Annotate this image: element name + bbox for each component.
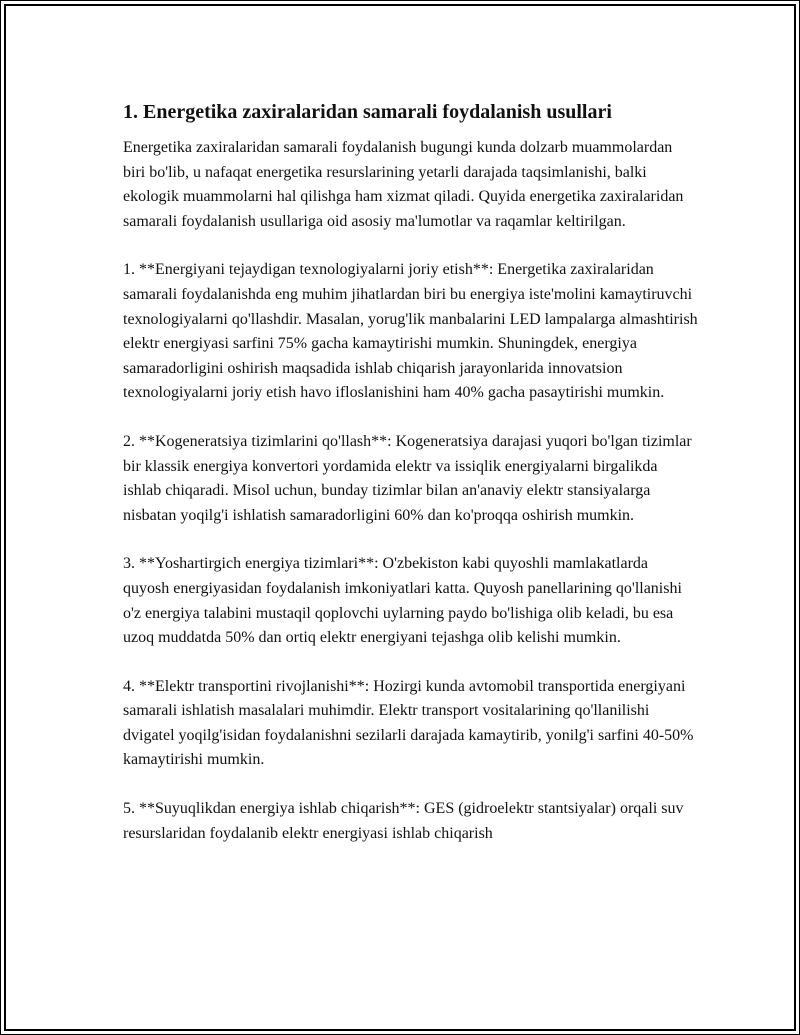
paragraph-energy-saving-technologies: 1. **Energiyani tejaydigan texnologiyalarni joriy etish**: Energetika zaxiralaridan samarali foydalanishda eng muhim jihatlardan biri bu energiya iste'molini kamaytiruvchi texnologiyalarni qo'llashdir. Masalan, yorug'lik manbalarini LED lampalarga almashtirish elektr energiyasi sarfini 75% gacha kamaytirishi mumkin. Shuningdek, energiya samaradorligini oshirish maqsadida ishlab chiqarish jarayonlarida innovatsion texnologiyalarni joriy etish havo ifloslanishini ham 40% gacha pasaytirishi mumkin. [123, 261, 698, 402]
paragraph-solar-energy-systems: 3. **Yoshartirgich energiya tizimlari**: O'zbekiston kabi quyoshli mamlakatlarda quyosh energiyasidan foydalanish imkoniyatlari katta. Quyosh panellarining qo'llanishi o'z energiya talabini mustaqil qoplovchi uylarning paydo bo'lishiga olib keladi, bu esa uzoq muddatda 50% dan ortiq elektr energiyani tejashga olib kelishi mumkin. [123, 555, 682, 647]
document-title: 1. Energetika zaxiralaridan samarali foydalanish usullari [123, 101, 612, 123]
intro-paragraph: Energetika zaxiralaridan samarali foydalanish bugungi kunda dolzarb muammolardan biri bo'lib, u nafaqat energetika resurslarining yetarli darajada taqsimlanishi, balki ekologik muammolarni hal qilishga ham xizmat qiladi. Quyida energetika zaxiralaridan samarali foydalanish usullariga oid asosiy ma'lumotlar va raqamlar keltirilgan. [123, 139, 684, 230]
page-frame [4, 4, 796, 1031]
document-body [123, 98, 698, 870]
paragraph-cogeneration-systems: 2. **Kogeneratsiya tizimlarini qo'llash**: Kogeneratsiya darajasi yuqori bo'lgan tizimlar bir klassik energiya konvertori yordamida elektr va issiqlik energiyalarni birgalikda ishlab chiqaradi. Misol uchun, bunday tizimlar bilan an'anaviy elektr stansiyalarga nisbatan yoqilg'i ishlatish samaradorligini 60% dan ko'proqqa oshirish mumkin. [123, 432, 692, 524]
paragraph-electric-transport: 4. **Elektr transportini rivojlanishi**: Hozirgi kunda avtomobil transportida energiyani samarali ishlatish masalalari muhimdir. Elektr transport vositalarining qo'llanilishi dvigatel yoqilg'isidan foydalanishni sezilarli darajada kamaytirib, yonilg'i sarfini 40-50% kamaytirishi mumkin. [123, 677, 694, 769]
paragraph-hydro-energy: 5. **Suyuqlikdan energiya ishlab chiqarish**: GES (gidroelektr stantsiyalar) orqali suv resurslaridan foydalanib elektr energiyasi ishlab chiqarish [123, 800, 684, 842]
